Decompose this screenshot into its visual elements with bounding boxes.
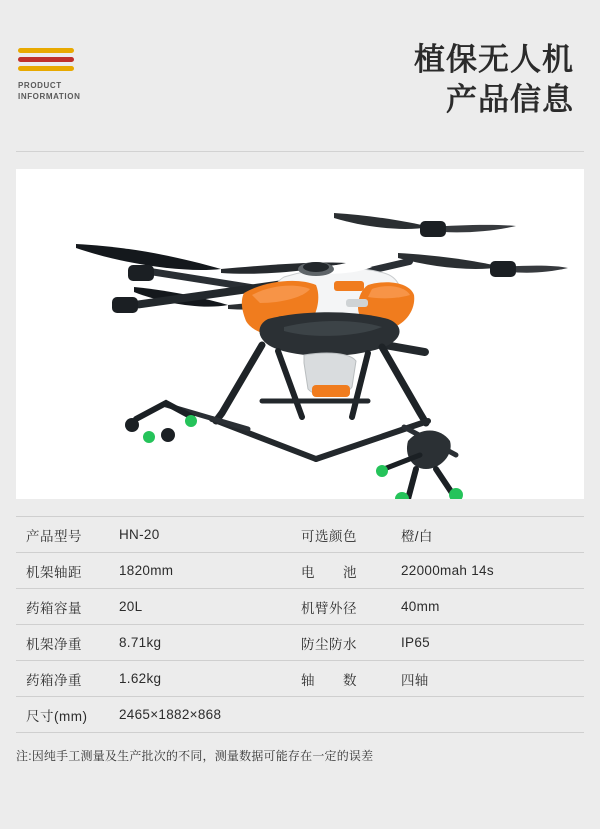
brand-logo xyxy=(18,48,138,102)
logo-caption-line2: INFORMATION xyxy=(18,92,81,101)
spec-label: 药箱净重 xyxy=(26,672,82,688)
three-bars-logo-icon xyxy=(18,48,74,71)
spec-label: 机架轴距 xyxy=(26,564,82,580)
spec-label: 机臂外径 xyxy=(301,600,357,616)
table-row xyxy=(16,625,584,661)
spec-table xyxy=(16,516,584,733)
table-row xyxy=(16,517,584,553)
spec-value: IP65 xyxy=(401,635,430,650)
spec-label: 可选颜色 xyxy=(301,528,357,544)
page-title xyxy=(414,40,574,120)
product-image xyxy=(16,169,584,499)
table-row xyxy=(16,589,584,625)
drone-illustration xyxy=(16,169,584,499)
logo-bar-3 xyxy=(18,66,74,71)
logo-caption xyxy=(18,80,138,102)
spec-value: 8.71kg xyxy=(119,635,162,650)
page-header xyxy=(0,0,600,152)
spec-value: 1.62kg xyxy=(119,671,162,686)
spec-label: 电 池 xyxy=(301,564,357,580)
spec-label: 轴 数 xyxy=(301,672,357,688)
spec-value: 40mm xyxy=(401,599,440,614)
spec-value: 20L xyxy=(119,599,143,614)
spec-value: 橙/白 xyxy=(401,528,433,544)
spec-value: HN-20 xyxy=(119,527,160,542)
table-row xyxy=(16,553,584,589)
spec-label: 机架净重 xyxy=(26,636,82,652)
spec-value: 四轴 xyxy=(401,672,429,688)
table-row xyxy=(16,661,584,697)
spec-value: 1820mm xyxy=(119,563,174,578)
spec-label: 药箱容量 xyxy=(26,600,82,616)
page-title-line1: 植保无人机 xyxy=(414,42,574,77)
spec-label: 产品型号 xyxy=(26,528,82,544)
spec-label: 防尘防水 xyxy=(301,636,357,652)
table-row xyxy=(16,697,584,733)
spec-value: 2465×1882×868 xyxy=(119,707,222,722)
measurement-note: 注:因纯手工测量及生产批次的不同，测量数据可能存在一定的误差 xyxy=(16,749,374,763)
header-divider xyxy=(16,151,584,152)
logo-bar-2 xyxy=(18,57,74,62)
spec-label: 尺寸(mm) xyxy=(26,708,88,724)
logo-caption-line1: PRODUCT xyxy=(18,81,62,90)
spec-value: 22000mah 14s xyxy=(401,563,494,578)
page-title-line2: 产品信息 xyxy=(446,82,574,117)
logo-bar-1 xyxy=(18,48,74,53)
